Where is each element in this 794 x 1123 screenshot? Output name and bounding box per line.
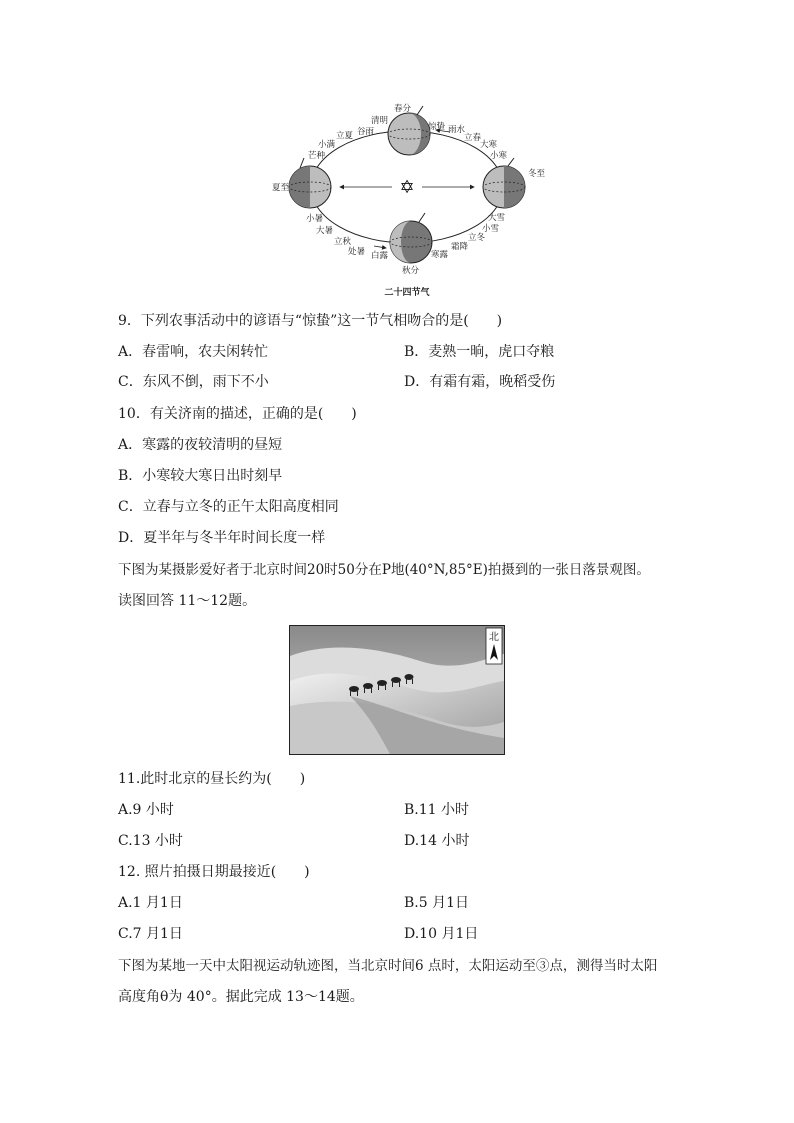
q10-option-a: A．寒露的夜较清明的昼短: [118, 437, 283, 453]
q9-option-a: A．春雷响，农夫闲转忙: [118, 344, 269, 360]
desert-sunset-photo: [289, 625, 505, 755]
term-jingzhe: 惊蛰: [428, 122, 446, 132]
q9-option-c: C．东风不倒，雨下不小: [118, 374, 269, 390]
figure1-caption: 二十四节气: [384, 288, 430, 298]
north-label: 北: [489, 632, 499, 643]
q11-option-a: A.9 小时: [118, 802, 174, 818]
q12-option-a: A.1 月1日: [118, 895, 183, 911]
earth-xiazhi: [289, 158, 331, 208]
term-qingming: 清明: [371, 116, 389, 126]
term-lichun: 立春: [464, 133, 482, 143]
term-chushu: 处暑: [348, 247, 366, 257]
term-hanlu: 寒露: [431, 250, 449, 260]
term-liqiu: 立秋: [334, 237, 352, 247]
term-bailu: 白露: [371, 251, 389, 261]
term-yushui: 雨水: [448, 125, 466, 135]
term-xiaoxue: 小雪: [482, 224, 500, 234]
term-xiaoman: 小满: [318, 140, 336, 150]
earth-qiufen: [390, 213, 432, 263]
q11-option-b: B.11 小时: [404, 802, 470, 818]
q9-stem: 9．下列农事活动中的谚语与“惊蛰”这一节气相吻合的是( ): [118, 313, 503, 329]
q12-option-b: B.5 月1日: [404, 895, 470, 911]
term-dashu: 大暑: [316, 226, 334, 236]
sun-symbol: ✡: [399, 177, 415, 198]
q9-option-b: B．麦熟一晌，虎口夺粮: [404, 344, 555, 360]
term-lidong: 立冬: [468, 233, 486, 243]
q12-option-d: D.10 月1日: [404, 926, 479, 942]
term-shuangjiang: 霜降: [451, 242, 469, 252]
earth-dongzhi: [483, 158, 525, 208]
q9-option-d: D．有霜有霜，晚稻受伤: [404, 374, 556, 390]
term-dongzhi: 冬至: [528, 169, 546, 179]
intro-11-12-line1: 下图为某摄影爱好者于北京时间20时50分在P地(40°N,85°E)拍摄到的一张日落景观图。: [118, 562, 650, 578]
term-qiufen: 秋分: [402, 266, 420, 276]
orbit-arrow: [374, 246, 386, 248]
q10-option-d: D．夏半年与冬半年时间长度一样: [118, 530, 326, 546]
term-daxue: 大雪: [488, 213, 506, 223]
term-guyu: 谷雨: [357, 127, 375, 137]
intro-13-14-line1: 下图为某地一天中太阳视运动轨迹图，当北京时间6 点时，太阳运动至③点，测得当时太阳: [118, 958, 658, 974]
term-xiaohan: 小寒: [490, 151, 508, 161]
term-lixia: 立夏: [336, 131, 354, 141]
q10-option-b: B．小寒较大寒日出时刻早: [118, 468, 283, 484]
desert-scene: [290, 626, 504, 754]
q11-option-d: D.14 小时: [404, 833, 470, 849]
q12-option-c: C.7 月1日: [118, 926, 183, 942]
q10-stem: 10．有关济南的描述，正确的是( ): [118, 406, 357, 422]
term-xiazhi: 夏至: [272, 183, 290, 193]
term-dahan: 大寒: [480, 140, 498, 150]
intro-13-14-line2: 高度角θ为 40°。据此完成 13～14题。: [118, 989, 364, 1005]
q11-stem: 11.此时北京的昼长约为( ): [118, 771, 306, 787]
q12-stem: 12. 照片拍摄日期最接近( ): [118, 864, 310, 880]
term-mangzhong: 芒种: [308, 151, 326, 161]
solar-terms-orbit-diagram: [270, 96, 546, 302]
intro-11-12-line2: 读图回答 11～12题。: [118, 593, 257, 609]
term-chunfen: 春分: [394, 104, 412, 114]
q10-option-c: C．立春与立冬的正午太阳高度相同: [118, 499, 339, 515]
q11-option-c: C.13 小时: [118, 833, 183, 849]
term-xiaoshu: 小暑: [306, 214, 324, 224]
